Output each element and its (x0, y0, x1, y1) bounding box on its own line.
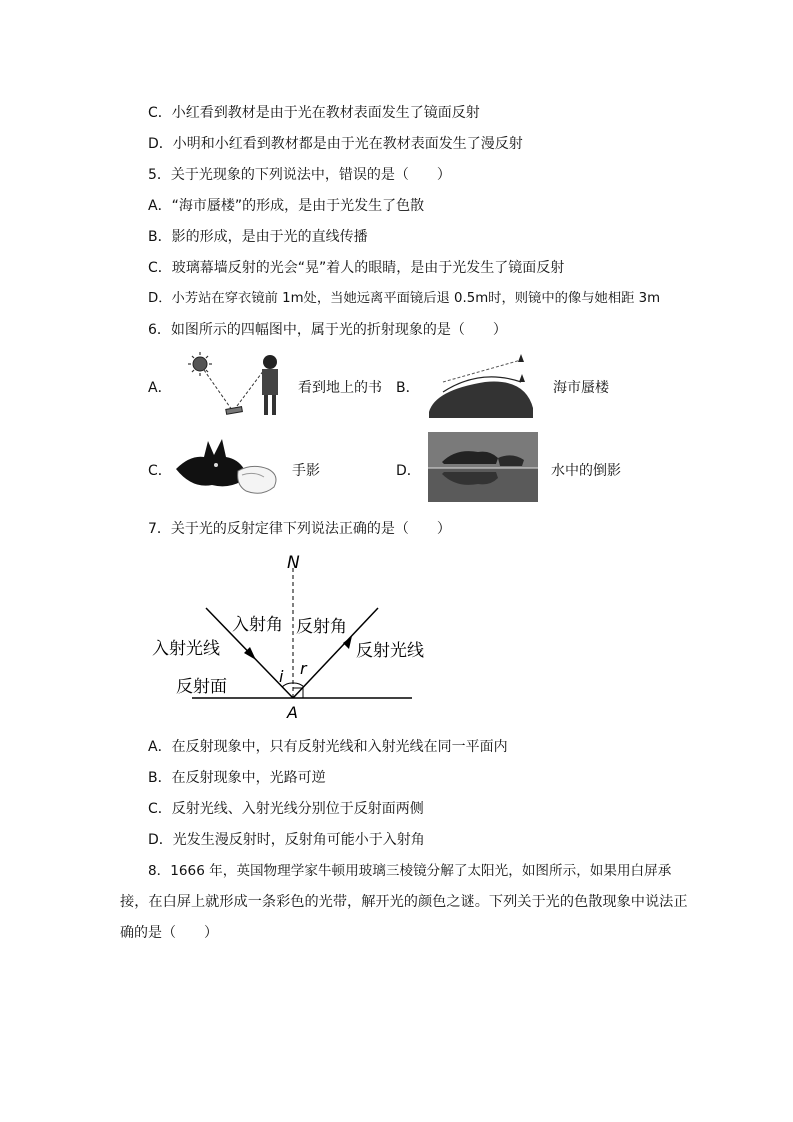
q6-a-book-figure (180, 350, 285, 422)
surface-label: 反射面 (176, 677, 227, 697)
q6-b-caption: 海市蜃楼 (553, 380, 609, 396)
reflection-law-diagram (140, 550, 430, 726)
reflected-arrow-icon (343, 636, 352, 649)
q6-d-reflection-figure (428, 432, 538, 502)
q5-option-c: C．玻璃幕墙反射的光会“晃”着人的眼睛，是由于光发生了镜面反射 (148, 260, 565, 276)
q4-option-d: D．小明和小红看到教材都是由于光在教材表面发生了漫反射 (148, 136, 523, 152)
reflect-angle-label: 反射角 (296, 617, 347, 637)
reflected-ray-label: 反射光线 (356, 641, 424, 661)
q6-b-letter: B． (396, 380, 420, 396)
q5-option-a: A．“海市蜃楼”的形成，是由于光发生了色散 (148, 198, 425, 214)
q7-option-d: D．光发生漫反射时，反射角可能小于入射角 (148, 832, 425, 848)
q6-c-letter: C． (148, 463, 172, 479)
q5-stem: 5．关于光现象的下列说法中，错误的是（ ） (148, 167, 451, 183)
q8-line-2: 接，在白屏上就形成一条彩色的光带，解开光的颜色之谜。下列关于光的色散现象中说法正 (120, 894, 688, 910)
q6-stem: 6．如图所示的四幅图中，属于光的折射现象的是（ ） (148, 322, 507, 338)
q8-line-1: 8．1666 年，英国物理学家牛顿用玻璃三棱镜分解了太阳光，如图所示，如果用白屏承 (148, 863, 672, 879)
q6-c-hand-shadow-figure (172, 435, 284, 501)
q6-a-letter: A． (148, 380, 172, 396)
sun-icon (188, 352, 212, 376)
q5-option-d: D．小芳站在穿衣镜前 1m处，当她远离平面镜后退 0.5m时，则镜中的像与她相距 3m (148, 291, 661, 306)
normal-label: N (287, 553, 300, 573)
q5-option-b: B．影的形成，是由于光的直线传播 (148, 229, 368, 245)
q8-line-3: 确的是（ ） (120, 925, 218, 941)
incident-angle-label: 入射角 (232, 615, 283, 635)
q6-d-caption: 水中的倒影 (551, 463, 621, 479)
girl-figure (262, 355, 278, 415)
q6-a-caption: 看到地上的书 (298, 380, 382, 396)
q6-b-mirage-figure (425, 352, 537, 418)
point-a-label: A (287, 703, 298, 722)
angle-i-label: i (279, 667, 284, 686)
incident-ray-label: 入射光线 (152, 639, 220, 659)
q7-option-c: C．反射光线、入射光线分别位于反射面两侧 (148, 801, 424, 817)
book-icon (226, 407, 243, 415)
q7-option-a: A．在反射现象中，只有反射光线和入射光线在同一平面内 (148, 739, 508, 755)
q7-stem: 7．关于光的反射定律下列说法正确的是（ ） (148, 521, 451, 537)
angle-r-label: r (300, 659, 307, 678)
q4-option-c: C．小红看到教材是由于光在教材表面发生了镜面反射 (148, 105, 480, 121)
q6-c-caption: 手影 (292, 463, 320, 479)
q7-option-b: B．在反射现象中，光路可逆 (148, 770, 326, 786)
q6-d-letter: D． (396, 463, 421, 479)
